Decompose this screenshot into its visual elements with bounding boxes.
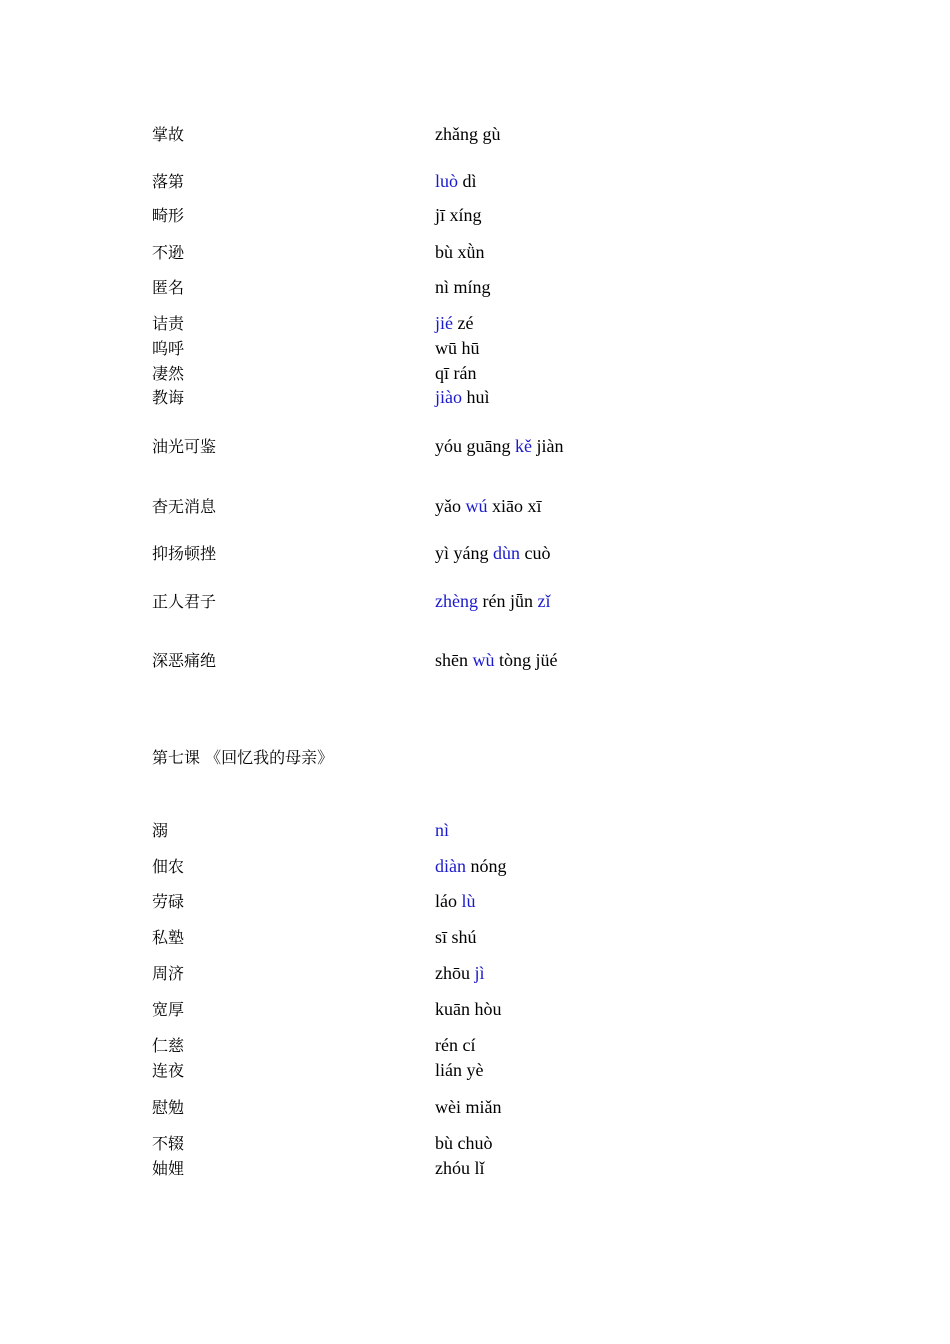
vocab-row xyxy=(0,1133,950,1157)
pinyin-highlighted-segment: wú xyxy=(465,496,488,516)
vocab-pinyin xyxy=(435,312,473,334)
vocab-row xyxy=(0,856,950,880)
pinyin-segment: wū hū xyxy=(435,338,480,358)
pinyin-highlighted-segment: wù xyxy=(472,650,495,670)
vocab-pinyin xyxy=(435,1034,475,1056)
pinyin-segment: shēn xyxy=(435,650,473,670)
vocab-word: 油光可鉴 xyxy=(152,437,217,456)
vocab-row xyxy=(0,1060,950,1084)
vocab-word: 呜呼 xyxy=(152,339,185,358)
vocab-word: 佃农 xyxy=(152,857,185,876)
vocab-row xyxy=(0,927,950,951)
pinyin-segment: sī shú xyxy=(435,927,477,947)
vocab-pinyin xyxy=(435,542,551,564)
vocab-pinyin xyxy=(435,819,449,841)
pinyin-segment: qī rán xyxy=(435,363,477,383)
vocab-row xyxy=(0,999,950,1023)
pinyin-segment: yǎo xyxy=(435,496,466,516)
vocab-word: 仁慈 xyxy=(152,1036,185,1055)
vocab-row xyxy=(0,650,950,674)
vocab-row xyxy=(0,363,950,387)
vocab-row xyxy=(0,387,950,411)
vocab-word: 匿名 xyxy=(152,278,185,297)
vocab-row xyxy=(0,820,950,844)
pinyin-segment: zhóu lǐ xyxy=(435,1158,485,1178)
vocab-word: 诘责 xyxy=(152,314,185,333)
pinyin-segment: huì xyxy=(462,387,490,407)
vocab-word: 杳无消息 xyxy=(152,497,217,516)
vocab-pinyin xyxy=(435,855,507,877)
pinyin-highlighted-segment: jié xyxy=(435,313,453,333)
vocab-row xyxy=(0,436,950,460)
vocab-row xyxy=(0,277,950,301)
pinyin-highlighted-segment: kě xyxy=(515,436,532,456)
vocab-word: 私塾 xyxy=(152,928,185,947)
vocab-pinyin xyxy=(435,362,476,384)
vocab-pinyin xyxy=(435,386,490,408)
pinyin-highlighted-segment: dùn xyxy=(493,543,520,563)
pinyin-segment: kuān hòu xyxy=(435,999,502,1019)
vocab-pinyin xyxy=(435,123,500,145)
vocab-row xyxy=(0,171,950,195)
pinyin-segment: cuò xyxy=(520,543,551,563)
vocab-pinyin xyxy=(435,649,558,671)
vocab-word: 周济 xyxy=(152,964,185,983)
vocab-word: 不辍 xyxy=(152,1134,185,1153)
pinyin-segment: dì xyxy=(458,171,477,191)
vocab-row xyxy=(0,891,950,915)
vocab-row xyxy=(0,963,950,987)
vocab-row xyxy=(0,124,950,148)
vocab-pinyin xyxy=(435,998,502,1020)
pinyin-segment: zhǎng gù xyxy=(435,124,501,144)
vocab-row xyxy=(0,205,950,229)
vocab-pinyin xyxy=(435,337,480,359)
pinyin-highlighted-segment: nì xyxy=(435,820,450,840)
vocab-word: 不逊 xyxy=(152,243,185,262)
vocab-pinyin xyxy=(435,170,477,192)
lesson-title: 第七课 《回忆我的母亲》 xyxy=(152,748,334,767)
pinyin-segment: láo xyxy=(435,891,462,911)
vocab-pinyin xyxy=(435,590,550,612)
vocab-word: 劳碌 xyxy=(152,892,185,911)
vocab-word: 凄然 xyxy=(152,364,185,383)
vocab-row xyxy=(0,1158,950,1182)
pinyin-segment: jī xíng xyxy=(435,205,482,225)
vocab-pinyin xyxy=(435,1096,501,1118)
vocab-word: 溺 xyxy=(152,821,169,840)
vocab-word: 落第 xyxy=(152,172,185,191)
vocab-pinyin xyxy=(435,962,485,984)
pinyin-segment: yì yáng xyxy=(435,543,493,563)
pinyin-segment: bù chuò xyxy=(435,1133,493,1153)
pinyin-segment: lián yè xyxy=(435,1060,484,1080)
vocab-word: 妯娌 xyxy=(152,1159,185,1178)
pinyin-segment: wèi miǎn xyxy=(435,1097,502,1117)
vocab-word: 教诲 xyxy=(152,388,185,407)
vocab-row xyxy=(0,496,950,520)
pinyin-highlighted-segment: zǐ xyxy=(537,591,551,611)
vocab-pinyin xyxy=(435,1059,483,1081)
vocab-row xyxy=(0,1035,950,1059)
vocab-row xyxy=(0,338,950,362)
vocab-word: 慰勉 xyxy=(152,1098,185,1117)
pinyin-segment: bù xǜn xyxy=(435,242,485,262)
pinyin-segment: yóu guāng xyxy=(435,436,515,456)
pinyin-segment: nóng xyxy=(466,856,507,876)
vocab-pinyin xyxy=(435,926,477,948)
vocab-word: 抑扬顿挫 xyxy=(152,544,217,563)
vocab-row xyxy=(0,543,950,567)
vocab-pinyin xyxy=(435,495,542,517)
pinyin-segment: tòng jüé xyxy=(494,650,558,670)
vocab-pinyin xyxy=(435,276,491,298)
vocab-row xyxy=(0,242,950,266)
vocab-word: 深恶痛绝 xyxy=(152,651,217,670)
vocab-pinyin xyxy=(435,1132,493,1154)
vocab-pinyin xyxy=(435,241,485,263)
vocab-pinyin xyxy=(435,435,564,457)
pinyin-highlighted-segment: zhèng xyxy=(435,591,478,611)
vocab-word: 正人君子 xyxy=(152,592,217,611)
vocab-word: 掌故 xyxy=(152,125,185,144)
pinyin-segment: zhōu xyxy=(435,963,475,983)
pinyin-highlighted-segment: diàn xyxy=(435,856,466,876)
pinyin-segment: rén cí xyxy=(435,1035,476,1055)
pinyin-highlighted-segment: jì xyxy=(474,963,485,983)
vocab-word: 畸形 xyxy=(152,206,185,225)
pinyin-segment: rén jǖn xyxy=(477,591,538,611)
vocab-row xyxy=(0,313,950,337)
vocab-pinyin xyxy=(435,1157,485,1179)
vocab-pinyin xyxy=(435,890,476,912)
vocab-word: 连夜 xyxy=(152,1061,185,1080)
pinyin-segment: nì míng xyxy=(435,277,491,297)
pinyin-highlighted-segment: jiào xyxy=(435,387,462,407)
vocab-row xyxy=(0,1097,950,1121)
vocab-pinyin xyxy=(435,204,482,226)
vocab-row xyxy=(0,591,950,615)
pinyin-segment: zé xyxy=(453,313,474,333)
pinyin-segment: jiàn xyxy=(532,436,564,456)
vocab-word: 宽厚 xyxy=(152,1000,185,1019)
pinyin-highlighted-segment: lù xyxy=(461,891,476,911)
pinyin-highlighted-segment: luò xyxy=(435,171,459,191)
pinyin-segment: xiāo xī xyxy=(487,496,542,516)
